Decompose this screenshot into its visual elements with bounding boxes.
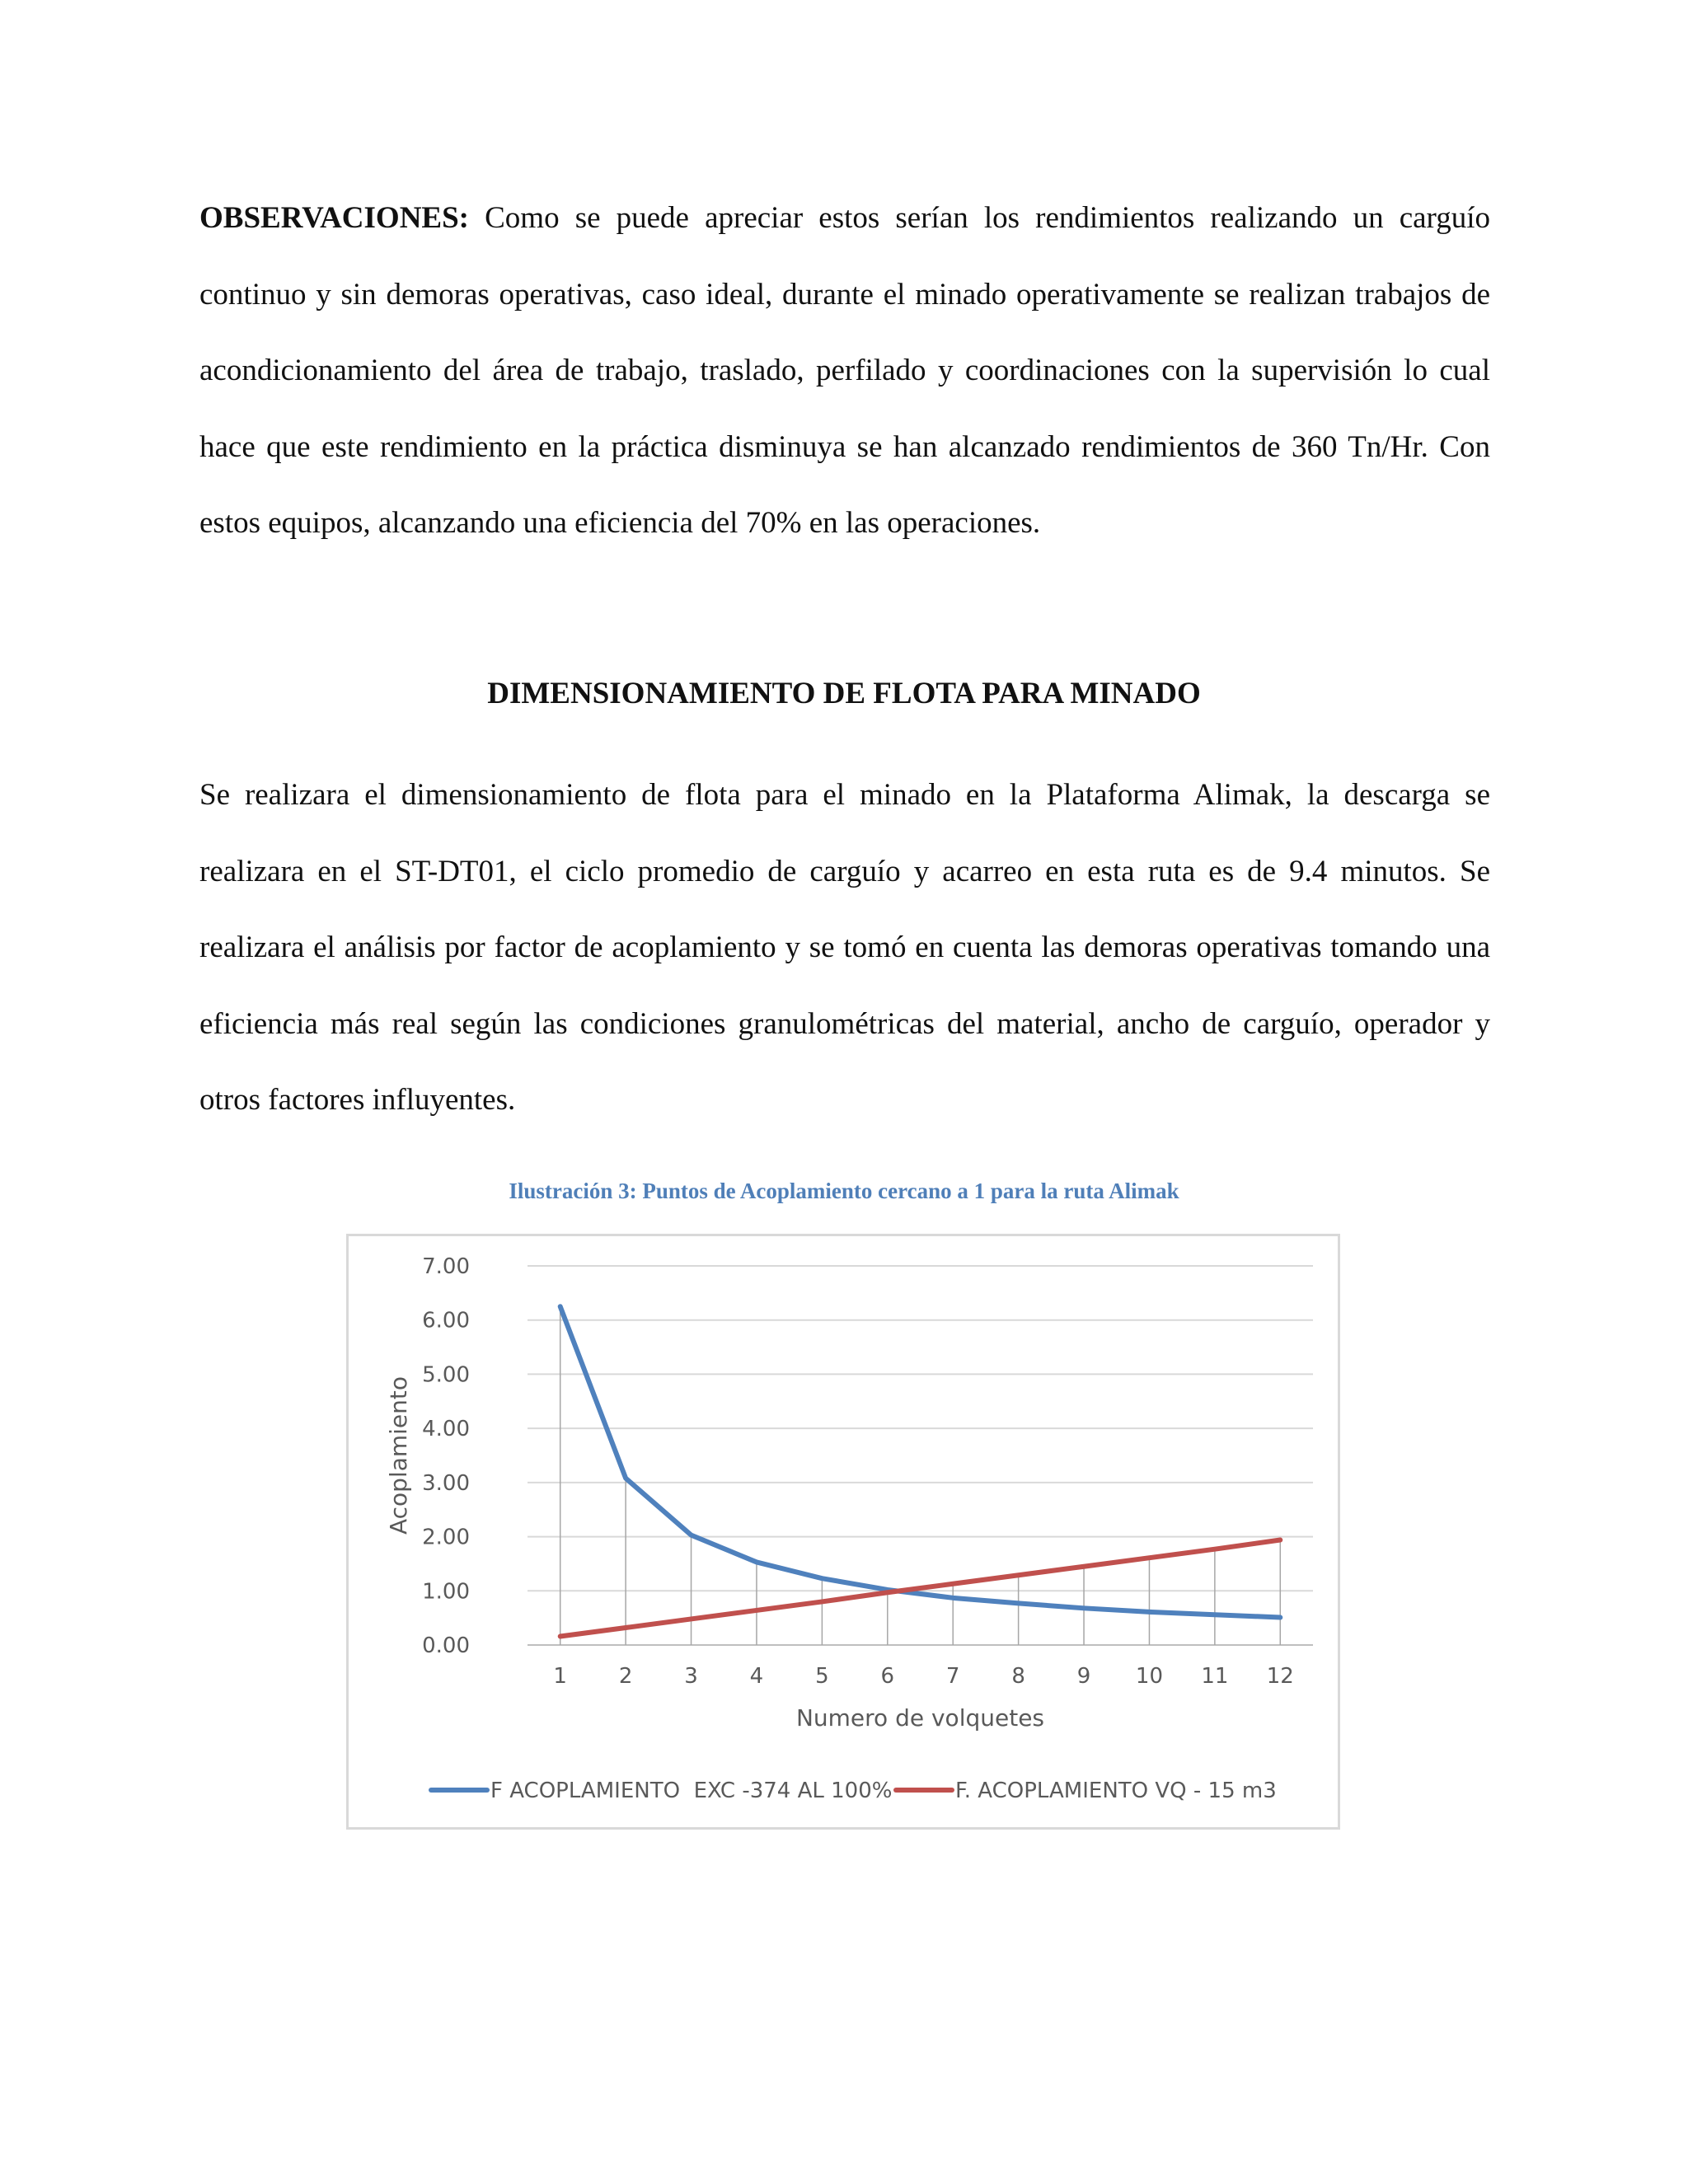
x-tick-label: 9 — [1076, 1664, 1091, 1689]
x-tick-label: 10 — [1135, 1664, 1164, 1689]
series-line-1 — [560, 1306, 1281, 1617]
observaciones-text: Como se puede apreciar estos serían los rendimientos realizando un carguío continuo y sin demoras operativas, caso ideal, durante el minado operativamente se realizan trabajos de acondicionamiento del área de trabajo, traslado, perfilado y coordinaciones con la supervisión lo cual hace que este rendimiento en la práctica disminuya se han alcanzado rendimientos de 360 Tn/Hr. Con estos equipos, alcanzando una eficiencia del 70% en las operaciones. — [199, 201, 1490, 540]
y-tick-label: 6.00 — [422, 1308, 470, 1333]
x-tick-label: 2 — [618, 1664, 633, 1689]
legend-label-1: F ACOPLAMIENTO EXC -374 AL 100% — [490, 1779, 893, 1803]
x-tick-label: 5 — [815, 1664, 829, 1689]
legend-label-2: F. ACOPLAMIENTO VQ - 15 m3 — [955, 1779, 1277, 1803]
line-chart — [349, 1236, 1338, 1827]
y-tick-label: 4.00 — [422, 1417, 470, 1442]
x-tick-label: 3 — [684, 1664, 698, 1689]
y-tick-label: 7.00 — [422, 1254, 470, 1279]
y-tick-label: 5.00 — [422, 1362, 470, 1388]
x-tick-label: 8 — [1011, 1664, 1025, 1689]
x-axis-title: Numero de volquetes — [795, 1704, 1045, 1732]
x-tick-label: 11 — [1201, 1664, 1229, 1689]
x-tick-label: 4 — [749, 1664, 764, 1689]
series-line-2 — [560, 1540, 1281, 1637]
section-title: DIMENSIONAMIENTO DE FLOTA PARA MINADO — [487, 677, 1201, 710]
x-tick-label: 1 — [553, 1664, 567, 1689]
figure-caption: Ilustración 3: Puntos de Acoplamiento cercano a 1 para la ruta Alimak — [509, 1179, 1179, 1203]
observaciones-paragraph — [199, 180, 1490, 562]
y-tick-label: 3.00 — [422, 1470, 470, 1496]
y-tick-label: 0.00 — [422, 1633, 470, 1658]
y-axis-title: Acoplamiento — [385, 1376, 412, 1535]
chart-container — [346, 1234, 1340, 1830]
y-tick-label: 2.00 — [422, 1525, 470, 1550]
x-tick-label: 7 — [945, 1664, 960, 1689]
y-tick-label: 1.00 — [422, 1579, 470, 1605]
x-tick-label: 6 — [880, 1664, 895, 1689]
body-paragraph: Se realizara el dimensionamiento de flota para el minado en la Plataforma Alimak, la descarga se realizara en el ST-DT01, el ciclo promedio de carguío y acarreo en esta ruta es de 9.4 minutos. Se realizara el análisis por factor de acoplamiento y se tomó en cuenta las demoras operativas tomando una eficiencia más real según las condiciones granulométricas del material, ancho de carguío, operador y otros factores influyentes. — [199, 778, 1490, 1117]
x-tick-label: 12 — [1266, 1664, 1294, 1689]
observaciones-label: OBSERVACIONES: — [199, 201, 470, 235]
